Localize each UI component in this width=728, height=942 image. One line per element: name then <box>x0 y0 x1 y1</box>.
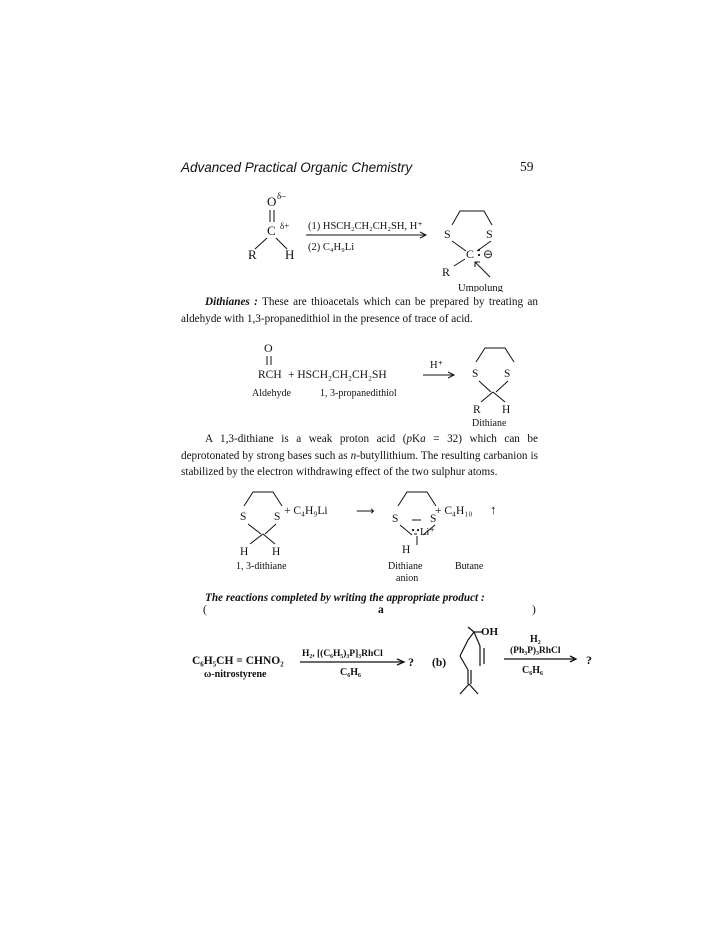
sulfur-right: S <box>486 227 493 241</box>
dithiane-r-group: R <box>473 404 481 416</box>
exercise-part-a: a <box>378 604 384 616</box>
acid-catalyst: H⁺ <box>430 360 444 371</box>
sulfur-2: S <box>274 511 281 523</box>
butane-label: Butane <box>455 561 484 572</box>
sulfur-left: S <box>444 227 451 241</box>
delta-minus: δ– <box>277 191 286 201</box>
exercise-close-paren: ) <box>532 604 536 616</box>
anion-label-line2: anion <box>396 573 419 584</box>
delta-plus: δ+ <box>280 221 290 231</box>
butane-product: + C₄H₁₀ <box>435 505 473 517</box>
negative-charge-icon: ⊖ <box>483 247 494 261</box>
propanedithiol-formula: + HSCH₂CH₂CH₂SH <box>288 369 387 381</box>
solvent-benzene-b: C₆H₆ <box>522 665 543 676</box>
nitrostyrene-formula: C₆H₅CH = CHNO₂ <box>192 655 284 667</box>
part-b-label: (b) <box>432 657 447 669</box>
reagent-step-2: (2) C₄H₉Li <box>308 242 355 253</box>
oxygen-atom: O <box>267 194 277 209</box>
running-title: Advanced Practical Organic Chemistry <box>181 160 413 175</box>
deprotonation-scheme <box>228 488 528 584</box>
page-number: 59 <box>520 159 534 174</box>
aldehyde-label: Aldehyde <box>252 388 291 399</box>
hydrogen-2: H <box>272 546 281 558</box>
lithium-cation: Li⁺ <box>420 527 435 538</box>
reaction-arrow: ⟶ <box>356 503 375 518</box>
dithianes-paragraph <box>181 294 538 327</box>
dithiane-sulfur-right: S <box>504 368 511 380</box>
sulfur-4: S <box>430 513 437 525</box>
aldehyde-oxygen: O <box>264 341 273 355</box>
dithianes-term: Dithianes : <box>205 296 258 308</box>
solvent-benzene: C₆H₆ <box>340 667 361 678</box>
aldehyde-formula: RCH <box>258 369 282 381</box>
hydrogenation-exercise-scheme <box>192 622 602 700</box>
hydrogenation-reagent: H₂, [(C₆H₅)₃P]₃RhCl <box>302 649 383 659</box>
hydrogen: H <box>285 247 295 262</box>
dithiane-name-label: 1, 3-dithiane <box>236 561 287 572</box>
anion-label-line1: Dithiane <box>388 561 423 572</box>
dithiane-sulfur-left: S <box>472 368 479 380</box>
dithiane-hydrogen: H <box>502 404 511 416</box>
r-group-product: R <box>442 265 451 279</box>
umpolung-scheme <box>230 188 550 292</box>
exercise-heading: The reactions completed by writing the appropriate product : <box>205 592 485 604</box>
dithiane-acidity-paragraph: A 1,3-dithiane is a weak proton acid (pKa = 32) which can be deprotonated by strong bases such as n-butyllithium. The resulting carbanion is stabilized by the electron withdrawing effect of the two sulphur atoms. <box>181 433 538 478</box>
dithiane-formation-scheme <box>240 338 560 430</box>
umpolung-label: Umpolung <box>458 283 503 292</box>
hydrogen-3: H <box>402 544 411 556</box>
hydroxyl-group: OH <box>481 626 499 638</box>
carbonyl-carbon: C <box>267 223 276 238</box>
dithiane-label: Dithiane <box>472 418 507 429</box>
butyllithium-reagent: + C₄H₉Li <box>284 505 328 517</box>
carbanion-carbon: C <box>466 247 475 261</box>
unknown-product-b: ? <box>586 653 592 667</box>
dithianes-text: These are thioacetals which can be prepared by treating an aldehyde with 1,3-propanedithiol in the presence of trace of acid. <box>181 296 538 325</box>
r-group: R <box>248 247 257 262</box>
hydrogen-1: H <box>240 546 249 558</box>
reagent-step-1: (1) HSCH₂CH₂CH₂SH, H⁺ <box>308 221 423 232</box>
gas-evolution-icon: ↑ <box>490 502 497 517</box>
propanedithiol-label: 1, 3-propanedithiol <box>320 388 397 399</box>
nitrostyrene-name: ω-nitrostyrene <box>204 669 267 680</box>
unknown-product-a: ? <box>408 655 414 669</box>
sulfur-1: S <box>240 511 247 523</box>
wilkinson-catalyst: (Ph₃P)₃RhCl <box>510 646 561 656</box>
hydrogen-gas: H₂ <box>530 634 541 645</box>
sulfur-3: S <box>392 513 399 525</box>
exercise-open-paren: ( <box>203 604 207 616</box>
